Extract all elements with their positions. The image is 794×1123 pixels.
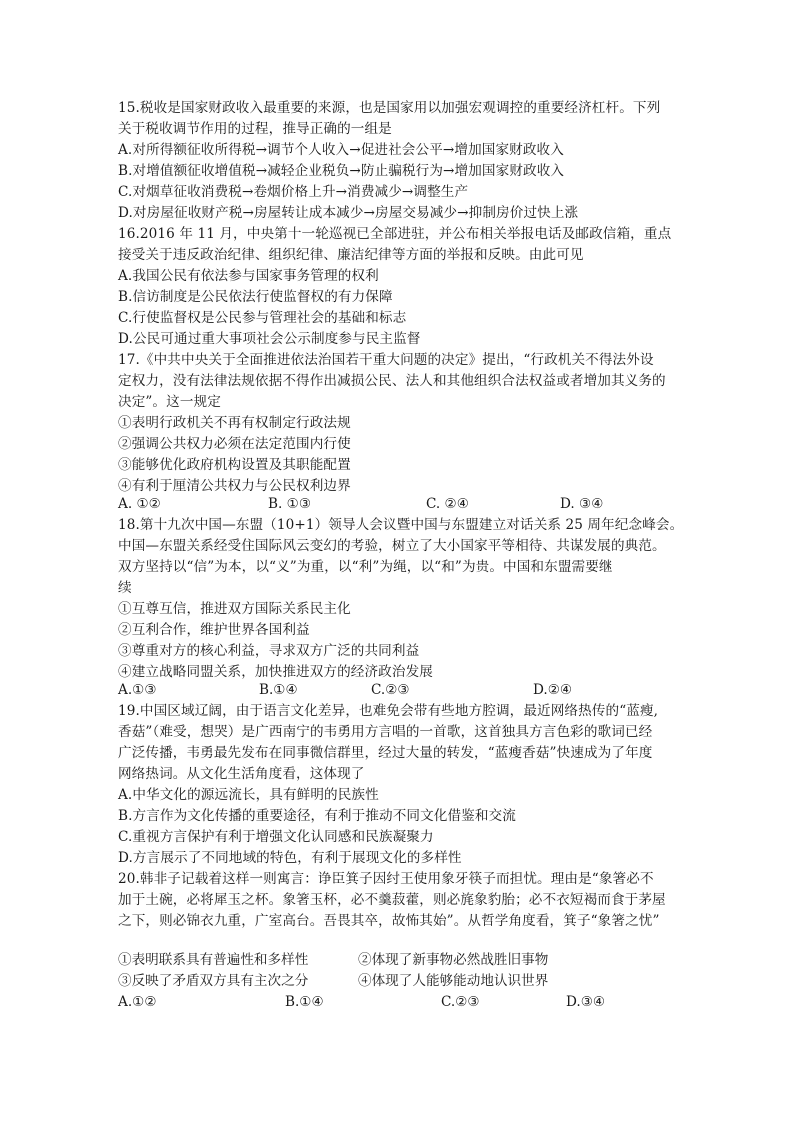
q18-choice-b: B.①④ — [259, 682, 298, 698]
q17-choice-a: A. ①② — [118, 496, 161, 512]
q19-option-c: C.重视方言保护有利于增强文化认同感和民族凝聚力 — [118, 829, 434, 845]
q16-stem-line-2: 接受关于违反政治纪律、组织纪律、廉洁纪律等方面的举报和反映。由此可见 — [118, 247, 584, 263]
q20-item-4: ④体现了人能够能动地认识世界 — [358, 973, 549, 989]
q17-choice-d: D. ③④ — [560, 496, 604, 512]
q19-stem-line-3: 广泛传播，韦勇最先发布在同事微信群里，经过大量的转发，“蓝瘦香菇”快速成为了年度 — [118, 745, 653, 761]
q20-choice-b: B.①④ — [285, 994, 324, 1010]
q20-item-3: ③反映了矛盾双方具有主次之分 — [118, 973, 309, 989]
q20-item-2: ②体现了新事物必然战胜旧事物 — [358, 952, 549, 968]
q18-item-2: ②互利合作，维护世界各国利益 — [118, 622, 310, 638]
q20-choice-d: D.③④ — [566, 994, 606, 1010]
q17-item-4: ④有利于厘清公共权力与公民权利边界 — [118, 478, 351, 494]
q19-option-b: B.方言作为文化传播的重要途径，有利于推动不同文化借鉴和交流 — [118, 808, 516, 824]
q19-stem-line-1: 19.中国区域辽阔，由于语言文化差异，也难免会带有些地方腔调，最近网络热传的“蓝瘦, — [118, 703, 659, 719]
q20-choice-a: A.①② — [118, 994, 157, 1010]
q17-choice-b: B. ①③ — [268, 496, 312, 512]
q18-stem-line-2: 中国—东盟关系经受住国际风云变幻的考验，树立了大小国家平等相待、共谋发展的典范。 — [118, 538, 666, 554]
q20-stem-line-2: 加于土碗，必将犀玉之杯。象箸玉杯，必不羹菽藿，则必旄象豹胎；必不衣短褐而食于茅屋 — [118, 892, 666, 908]
q18-item-4: ④建立战略同盟关系，加快推进双方的经济政治发展 — [118, 664, 433, 680]
q18-stem-line-4: 续 — [118, 580, 132, 596]
q15-option-d: D.对房屋征收财产税→房屋转让成本减少→房屋交易减少→抑制房价过快上涨 — [118, 205, 579, 221]
q17-item-1: ①表明行政机关不再有权制定行政法规 — [118, 415, 351, 431]
q17-item-2: ②强调公共权力必须在法定范围内行使 — [118, 436, 351, 452]
q20-choice-c: C.②③ — [441, 994, 480, 1010]
q15-stem-line-1: 15.税收是国家财政收入最重要的来源，也是国家用以加强宏观调控的重要经济杠杆。下列 — [118, 100, 661, 116]
q17-stem-line-1: 17.《中共中央关于全面推进依法治国若干重大问题的决定》提出，“行政机关不得法外设 — [118, 352, 654, 368]
q15-option-a: A.对所得额征收所得税→调节个人收入→促进社会公平→增加国家财政收入 — [118, 142, 564, 158]
q16-option-a: A.我国公民有依法参与国家事务管理的权利 — [118, 268, 379, 284]
q18-stem-line-3: 双方坚持以“信”为本，以“义”为重，以“利”为绳，以“和”为贵。中国和东盟需要继 — [118, 559, 613, 575]
q15-option-b: B.对增值额征收增值税→减轻企业税负→防止骗税行为→增加国家财政收入 — [118, 163, 565, 179]
q18-item-3: ③尊重对方的核心利益，寻求双方广泛的共同利益 — [118, 643, 420, 659]
q20-stem-line-1: 20.韩非子记载着这样一则寓言：诤臣箕子因纣王使用象牙筷子而担忧。理由是“象箸必不 — [118, 871, 654, 887]
q16-option-b: B.信访制度是公民依法行使监督权的有力保障 — [118, 289, 393, 305]
q19-stem-line-2: 香菇”（难受，想哭）是广西南宁的韦勇用方言唱的一首歌，这首独具方言色彩的歌词已经 — [118, 724, 653, 740]
q18-stem-line-1: 18.第十九次中国—东盟（10+1）领导人会议暨中国与东盟建立对话关系 25 周年纪念峰会。 — [118, 517, 684, 533]
q20-stem-line-3: 之下，则必锦衣九重，广室高台。吾畏其卒，故怖其始”。从哲学角度看，箕子“象箸之忧” — [118, 913, 660, 929]
q17-stem-line-2: 定权力，没有法律法规依据不得作出减损公民、法人和其他组织合法权益或者增加其义务的 — [118, 373, 666, 389]
q19-option-d: D.方言展示了不同地域的特色，有利于展现文化的多样性 — [118, 850, 462, 866]
q19-stem-line-4: 网络热词。从文化生活角度看，这体现了 — [118, 766, 365, 782]
q20-item-1: ①表明联系具有普遍性和多样性 — [118, 952, 309, 968]
q18-choice-c: C.②③ — [371, 682, 410, 698]
q15-option-c: C.对烟草征收消费税→卷烟价格上升→消费减少→调整生产 — [118, 184, 469, 200]
q17-item-3: ③能够优化政府机构设置及其职能配置 — [118, 457, 351, 473]
q18-choice-a: A.①③ — [118, 682, 157, 698]
q17-choice-c: C. ②④ — [426, 496, 469, 512]
q18-item-1: ①互尊互信，推进双方国际关系民主化 — [118, 601, 351, 617]
q16-option-d: D.公民可通过重大事项社会公示制度参与民主监督 — [118, 331, 421, 347]
q18-choice-d: D.②④ — [533, 682, 573, 698]
q15-stem-line-2: 关于税收调节作用的过程，推导正确的一组是 — [118, 121, 392, 137]
q17-stem-line-3: 决定”。这一规定 — [118, 394, 221, 410]
q19-option-a: A.中华文化的源远流长，具有鲜明的民族性 — [118, 787, 379, 803]
q16-option-c: C.行使监督权是公民参与管理社会的基础和标志 — [118, 310, 407, 326]
q16-stem-line-1: 16.2016 年 11 月，中央第十一轮巡视已全部进驻，并公布相关举报电话及邮政信箱，重点 — [118, 226, 672, 242]
